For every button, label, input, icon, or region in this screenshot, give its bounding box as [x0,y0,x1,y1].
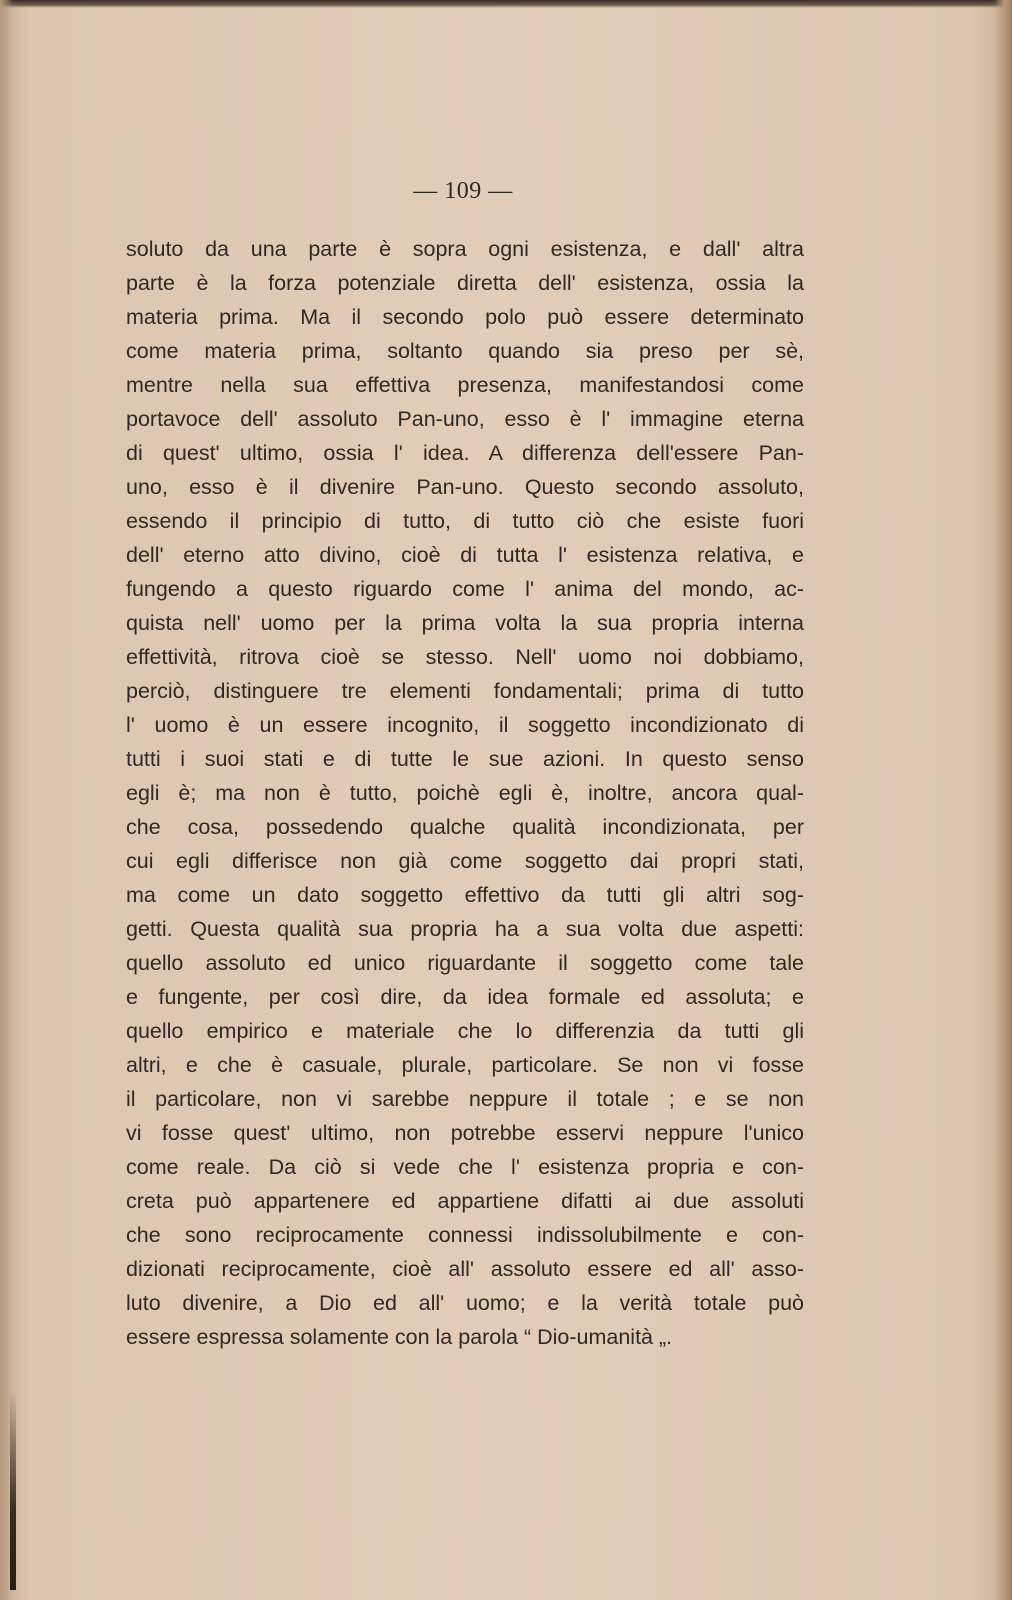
page-binding-shadow [10,1390,16,1590]
text-line: dizionati reciprocamente, cioè all' assoluto essere ed all' asso- [126,1257,804,1281]
text-line: che sono reciprocamente connessi indissolubilmente e con- [126,1223,804,1247]
text-line: egli è; ma non è tutto, poichè egli è, inoltre, ancora qual- [126,781,804,805]
text-line: essendo il principio di tutto, di tutto ciò che esiste fuori [126,509,804,533]
text-line: altri, e che è casuale, plurale, particolare. Se non vi fosse [126,1053,804,1077]
page-right-edge-shadow [994,0,1012,1600]
text-line: quista nell' uomo per la prima volta la sua propria interna [126,611,804,635]
text-line: essere espressa solamente con la parola “ Dio-umanità „. [126,1325,673,1349]
text-line: quello empirico e materiale che lo differenzia da tutti gli [126,1019,804,1043]
text-line: e fungente, per così dire, da idea formale ed assoluta; e [126,985,804,1009]
text-line: perciò, distinguere tre elementi fondamentali; prima di tutto [126,679,804,703]
text-line: come reale. Da ciò si vede che l' esistenza propria e con- [126,1155,804,1179]
page-number: — 109 — [413,178,513,204]
text-line: getti. Questa qualità sua propria ha a sua volta due aspetti: [126,917,804,941]
text-line: creta può appartenere ed appartiene difatti ai due assoluti [126,1189,804,1213]
text-line: come materia prima, soltanto quando sia preso per sè, [126,339,804,363]
text-line: uno, esso è il divenire Pan-uno. Questo secondo assoluto, [126,475,804,499]
text-line: parte è la forza potenziale diretta dell' esistenza, ossia la [126,271,804,295]
text-line: soluto da una parte è sopra ogni esistenza, e dall' altra [126,237,804,261]
text-line: che cosa, possedendo qualche qualità incondizionata, per [126,815,804,839]
body-text [126,232,804,1354]
text-line: quello assoluto ed unico riguardante il soggetto come tale [126,951,804,975]
text-line: vi fosse quest' ultimo, non potrebbe esservi neppure l'unico [126,1121,804,1145]
text-line: l' uomo è un essere incognito, il soggetto incondizionato di [126,713,804,737]
page-left-edge-shadow [0,0,14,1600]
text-line: ma come un dato soggetto effettivo da tutti gli altri sog- [126,883,804,907]
text-line: portavoce dell' assoluto Pan-uno, esso è l' immagine eterna [126,407,804,431]
text-line: di quest' ultimo, ossia l' idea. A differenza dell'essere Pan- [126,441,804,465]
page-top-edge-shadow [0,0,1012,8]
text-line: dell' eterno atto divino, cioè di tutta l' esistenza relativa, e [126,543,804,567]
text-line: fungendo a questo riguardo come l' anima del mondo, ac- [126,577,804,601]
text-line: il particolare, non vi sarebbe neppure il totale ; e se non [126,1087,804,1111]
text-line: effettività, ritrova cioè se stesso. Nell' uomo noi dobbiamo, [126,645,804,669]
text-line: cui egli differisce non già come soggetto dai propri stati, [126,849,804,873]
text-line: mentre nella sua effettiva presenza, manifestandosi come [126,373,804,397]
text-line: materia prima. Ma il secondo polo può essere determinato [126,305,804,329]
text-line: tutti i suoi stati e di tutte le sue azioni. In questo senso [126,747,804,771]
text-line: luto divenire, a Dio ed all' uomo; e la verità totale può [126,1291,804,1315]
